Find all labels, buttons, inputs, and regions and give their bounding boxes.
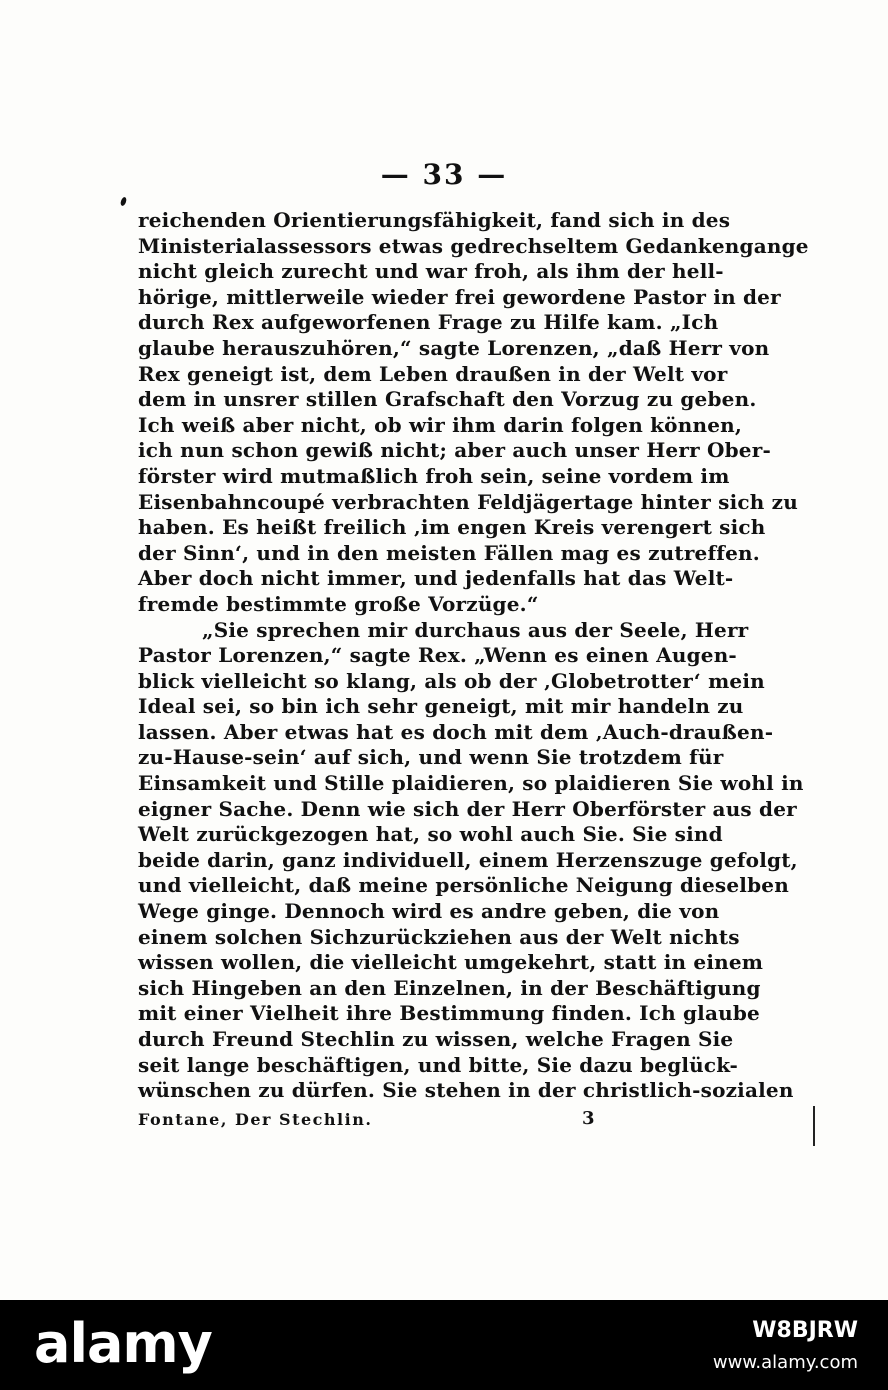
text-line: glaube herauszuhören,“ sagte Lorenzen, „daß Herr von — [138, 335, 770, 360]
text-line: „Sie sprechen mir durchaus aus der Seele, Herr — [202, 617, 749, 642]
text-line: wissen wollen, die vielleicht umgekehrt, statt in einem — [138, 950, 764, 975]
text-line: haben. Es heißt freilich ‚im engen Kreis verengert sich — [138, 515, 766, 540]
text-line: beide darin, ganz individuell, einem Herzenszuge gefolgt, — [138, 847, 798, 872]
text-line: dem in unsrer stillen Grafschaft den Vorzug zu geben. — [138, 387, 757, 412]
text-line: mit einer Vielheit ihre Bestimmung finden. Ich glaube — [138, 1001, 760, 1026]
text-line: sich Hingeben an den Einzelnen, in der Beschäftigung — [138, 975, 761, 1000]
text-line: Rex geneigt ist, dem Leben draußen in der Welt vor — [138, 361, 728, 386]
text-line: einem solchen Sichzurückziehen aus der Welt nichts — [138, 924, 740, 949]
text-line: ich nun schon gewiß nicht; aber auch unser Herr Ober- — [138, 438, 771, 463]
alamy-logo: alamy — [34, 1312, 212, 1375]
margin-rule — [813, 1106, 815, 1146]
text-line: durch Rex aufgeworfenen Frage zu Hilfe kam. „Ich — [138, 310, 719, 335]
text-line: Einsamkeit und Stille plaidieren, so plaidieren Sie wohl in — [138, 771, 804, 796]
text-line: Wege ginge. Dennoch wird es andre geben, die von — [138, 899, 720, 924]
footer-signature-title: Fontane, Der Stechlin. — [138, 1110, 373, 1129]
text-line: Pastor Lorenzen,“ sagte Rex. „Wenn es einen Augen- — [138, 643, 737, 668]
text-line: reichenden Orientierungsfähigkeit, fand sich in des — [138, 208, 731, 232]
text-line: zu-Hause-sein‘ auf sich, und wenn Sie trotzdem für — [138, 745, 724, 770]
footer-signature-number: 3 — [582, 1108, 595, 1129]
text-line: eigner Sache. Denn wie sich der Herr Oberförster aus der — [138, 796, 797, 821]
text-line: der Sinn‘, und in den meisten Fällen mag es zutreffen. — [138, 540, 760, 565]
text-line: Welt zurückgezogen hat, so wohl auch Sie. Sie sind — [138, 822, 723, 847]
text-line: lassen. Aber etwas hat es doch mit dem ‚Auch-draußen- — [138, 719, 774, 744]
text-line: Ministerialassessors etwas gedrechseltem Gedankengange — [138, 233, 809, 258]
image-id: W8BJRW — [752, 1318, 858, 1343]
watermark-url: www.alamy.com — [712, 1352, 858, 1373]
text-line: wünschen zu dürfen. Sie stehen in der christlich-sozialen — [138, 1078, 794, 1103]
stock-watermark-bar — [0, 1300, 888, 1390]
text-line: seit lange beschäftigen, und bitte, Sie dazu beglück- — [138, 1052, 739, 1077]
text-line: durch Freund Stechlin zu wissen, welche Fragen Sie — [138, 1027, 734, 1051]
text-line: hörige, mittlerweile wieder frei gewordene Pastor in der — [138, 284, 781, 309]
text-line: blick vielleicht so klang, als ob der ‚Globetrotter‘ mein — [138, 668, 765, 693]
text-line: Ideal sei, so bin ich sehr geneigt, mit mir handeln zu — [138, 694, 744, 719]
text-line: Aber doch nicht immer, und jedenfalls hat das Welt- — [138, 566, 734, 591]
body-text — [138, 208, 809, 1104]
page-number: — 33 — — [380, 158, 508, 191]
text-line: förster wird mutmaßlich froh sein, seine vordem im — [138, 463, 730, 488]
ink-speck — [120, 196, 128, 206]
text-line: und vielleicht, daß meine persönliche Neigung dieselben — [138, 873, 789, 898]
text-line: nicht gleich zurecht und war froh, als ihm der hell- — [138, 259, 724, 284]
text-line: Ich weiß aber nicht, ob wir ihm darin folgen können, — [138, 412, 743, 437]
page-footer — [138, 1108, 684, 1138]
text-line: Eisenbahncoupé verbrachten Feldjägertage hinter sich zu — [138, 489, 798, 514]
text-line: fremde bestimmte große Vorzüge.“ — [138, 591, 539, 616]
